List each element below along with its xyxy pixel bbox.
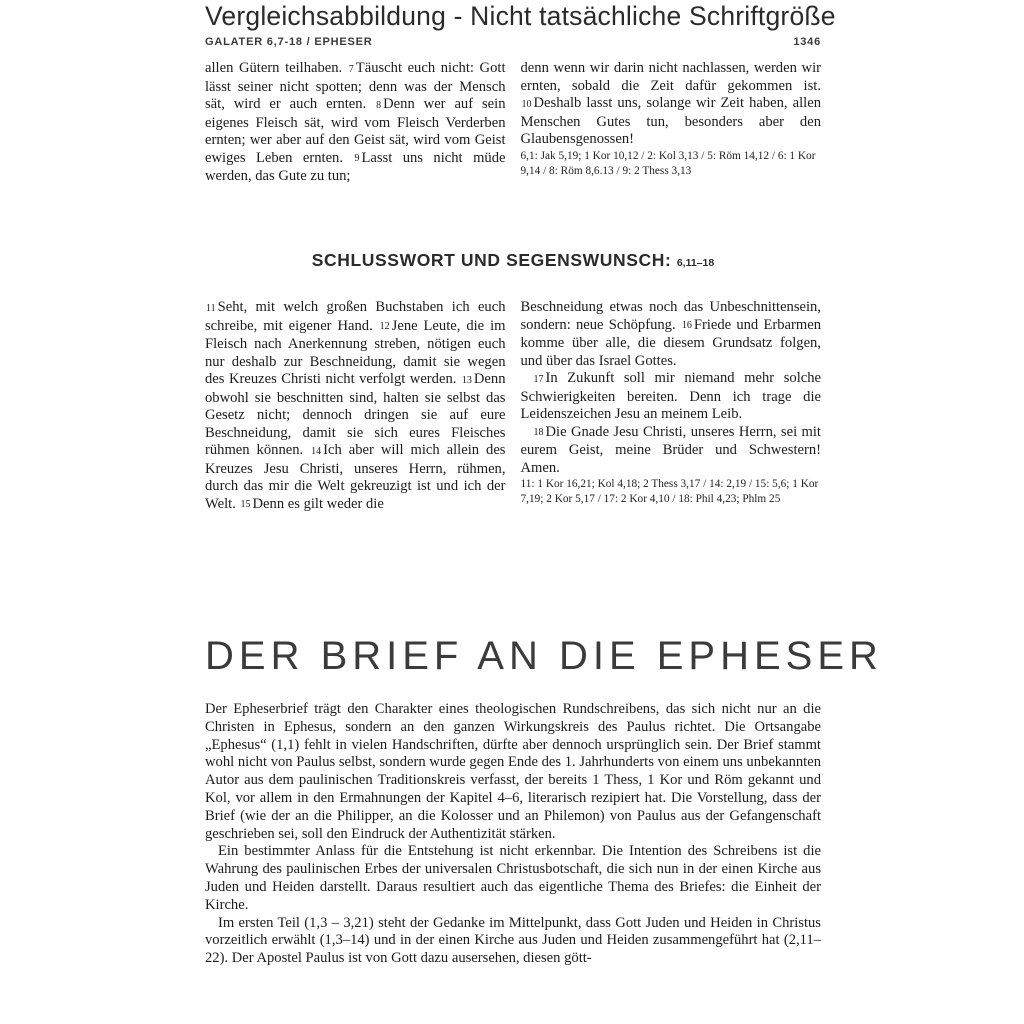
verse-number: 16 — [681, 320, 692, 331]
verse-number: 9 — [354, 153, 360, 164]
footnote-block-2: 11: 1 Kor 16,21; Kol 4,18; 2 Thess 3,17 / 14: 2,19 / 15: 5,6; 1 Kor 7,19; 2 Kor 5,17 / 17: 2 Kor 4,10 / 18: Phil 4,23; Phlm 25 — [520, 478, 819, 506]
galater-text-block-1 — [205, 60, 821, 186]
verse-number: 14 — [311, 445, 322, 457]
verse-number: 10 — [521, 98, 532, 110]
running-header — [205, 36, 821, 48]
footnote-block-1: 6,1: Jak 5,19; 1 Kor 10,12 / 2: Kol 3,13 / 5: Röm 14,12 / 6: 1 Kor 9,14 / 8: Röm 8,6.13 / 9: 2 Thess 3,13 — [520, 149, 816, 177]
running-header-reference: GALATER 6,7-18 / EPHESER — [205, 36, 373, 48]
book-title: DER BRIEF AN DIE EPHESER — [205, 634, 883, 678]
verse-number: 7 — [348, 63, 354, 75]
intro-paragraph: Der Epheserbrief trägt den Charakter eines theologischen Rundschreibens, das sich nicht nur an die Christen in Ephesus, sondern an den ganzen Wirkungskreis des Paulus richtet. Die Ortsangabe „Ephesus“ (1,1) fehlt in vielen Handschriften, dürfte aber dennoch ursprünglich sein. Der Brief stammt wohl nicht von Paulus selbst, sondern wurde gegen Ende des 1. Jahrhunderts von einem uns unbekannten Autor aus dem paulinischen Traditionskreis verfasst, der bereits 1 Thess, 1 Kor und Röm gekannt und Kol, vor allem in den Ermahnungen der Kapitel 4–6, literarisch rezipiert hat. Die Vorstellung, dass der Brief (wie der an die Philipper, an die Kolosser und an Philemon) von Paulus aus der Gefangenschaft geschrieben sei, soll den Eindruck der Authentizität stärken. — [205, 701, 821, 842]
verse-number: 18 — [533, 427, 544, 438]
verse-number: 13 — [461, 374, 472, 386]
verse-number: 8 — [376, 99, 382, 111]
section-heading-reference: 6,11–18 — [676, 257, 715, 269]
page-number: 1346 — [793, 36, 821, 48]
section-heading — [205, 250, 821, 271]
intro-paragraph: Ein bestimmter Anlass für die Entstehung ist nicht erkennbar. Die Intention des Schreibens ist die Wahrung des paulinischen Erbes der universalen Christusbotschaft, die sich nun in der einen Kirche aus Juden und Heiden darstellt. Daraus resultiert auch das eigentliche Thema des Briefes: die Einheit der Kirche. — [205, 843, 821, 913]
column-left — [205, 60, 506, 186]
column-right — [521, 299, 822, 514]
verse-number: 12 — [379, 321, 390, 332]
verse-paragraph: allen Gütern teilhaben. 7 Täuscht euch nicht: Gott lässt seiner nicht spotten; denn was der Mensch sät, wird er auch ernten. 8 Denn wer auf sein eigenes Fleisch sät, wird vom Fleisch Verderben ernten; wer aber auf den Geist sät, wird vom Geist ewiges Leben ernten. 9 Lasst uns nicht müde werden, das Gute zu tun; — [205, 60, 506, 184]
verse-paragraph: denn wenn wir darin nicht nachlassen, werden wir ernten, sobald die Zeit dafür gekommen ist. 10 Deshalb lasst uns, solange wir Zeit haben, allen Menschen Gutes tun, besonders aber den Glaubensgenossen! — [520, 60, 821, 147]
galater-text-block-2 — [205, 299, 821, 514]
verse-paragraph: 11 Seht, mit welch großen Buchstaben ich euch schreibe, mit eigener Hand. 12 Jene Leute, die im Fleisch nach Anerkennung streben, nötigen euch nur deshalb zur Beschneidung, damit sie wegen des Kreuzes Christi nicht verfolgt werden. 13 Denn obwohl sie beschnitten sind, halten sie selbst das Gesetz nicht; dennoch dringen sie auf eure Beschneidung, damit sie sich eures Fleisches rühmen können. 14 Ich aber will mich allein des Kreuzes Jesu Christi, unseres Herrn, rühmen, durch das mir die Welt gekreuzigt ist und ich der Welt. 15 Denn es gilt weder die — [205, 299, 506, 512]
verse-paragraph: Beschneidung etwas noch das Unbeschnittensein, sondern: neue Schöpfung. 16 Friede und Erbarmen komme über alle, die diesem Grundsatz folgen, und über das Israel Gottes. — [520, 299, 821, 369]
verse-number: 15 — [240, 499, 251, 510]
column-left — [205, 299, 506, 514]
section-heading-title: SCHLUSSWORT UND SEGENSWUNSCH: — [311, 250, 672, 270]
intro-paragraph: Im ersten Teil (1,3 – 3,21) steht der Gedanke im Mittelpunkt, dass Gott Juden und Heiden in Christus vorzeitlich erwählt (1,3–14) und in der einen Kirche aus Juden und Heiden zusammengeführt hat (2,11–22). Der Apostel Paulus ist von Gott dazu ausersehen, diesen gött- — [205, 914, 821, 967]
verse-paragraph: 18 Die Gnade Jesu Christi, unseres Herrn, sei mit eurem Geist, meine Brüder und Schwestern! Amen. — [520, 423, 821, 476]
verse-number: 11 — [206, 302, 216, 314]
verse-number: 17 — [533, 373, 544, 385]
column-right-text — [521, 299, 822, 477]
comparison-banner-title: Vergleichsabbildung - Nicht tatsächliche Schriftgröße — [205, 1, 836, 31]
epheser-introduction — [205, 701, 821, 968]
column-right-text — [521, 60, 822, 149]
verse-paragraph: 17 In Zukunft soll mir niemand mehr solche Schwierigkeiten bereiten. Denn ich trage die Leidenszeichen Jesu an meinem Leib. — [520, 370, 821, 422]
column-right — [521, 60, 822, 186]
